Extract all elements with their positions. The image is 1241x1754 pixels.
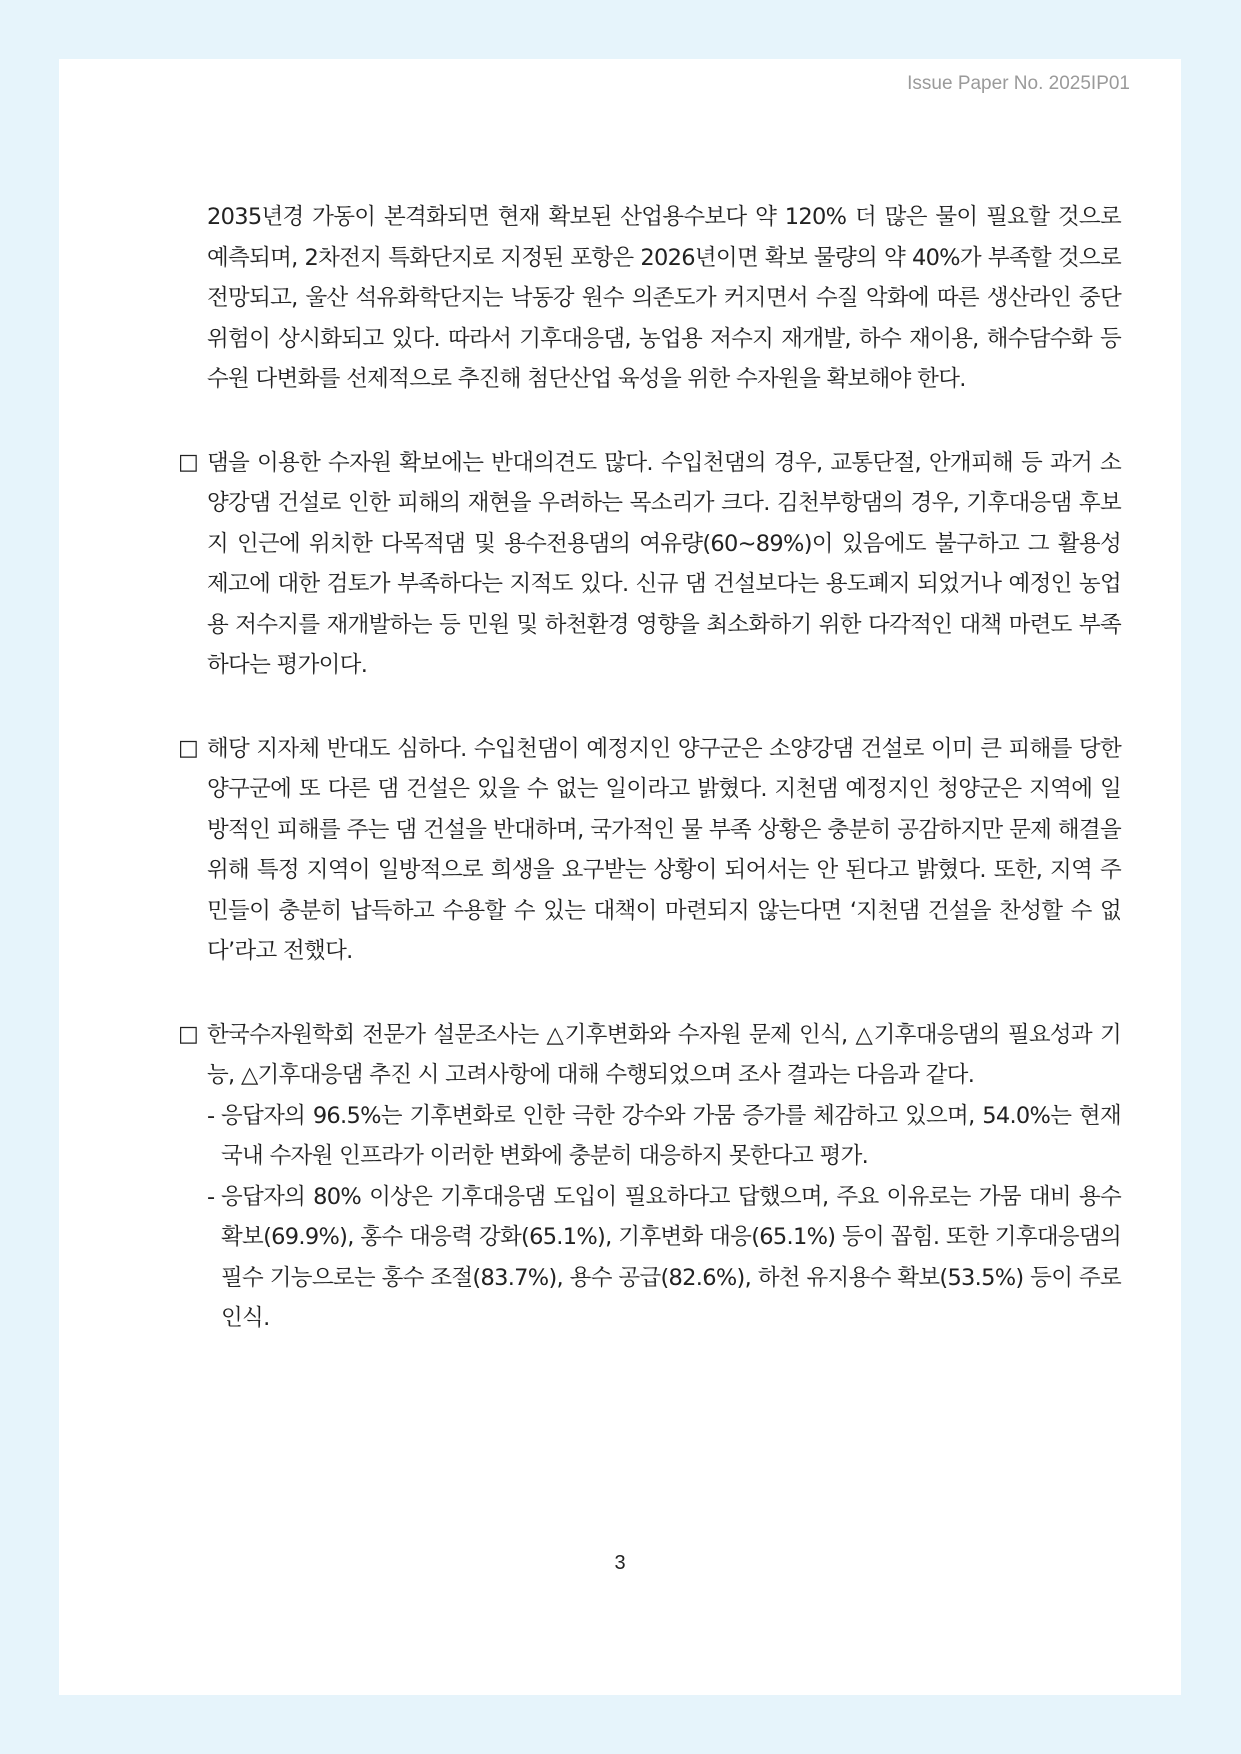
dash-marker: - [207,1102,215,1129]
dash-marker: - [207,1183,215,1210]
document-page [59,59,1181,1695]
survey-item-text: 응답자의 96.5%는 기후변화로 인한 극한 강수와 가뭄 증가를 체감하고 있으며, 54.0%는 현재 국내 수자원 인프라가 이러한 변화에 충분히 대응하지 못한다고 평가. [221,1102,1121,1169]
survey-paragraph: 한국수자원학회 전문가 설문조사는 △기후변화와 수자원 문제 인식, △기후대응댐의 필요성과 기능, △기후대응댐 추진 시 고려사항에 대해 수행되었으며 조사 결과는 다음과 같다. [207,1021,1121,1088]
page-number: 3 [614,1552,626,1574]
local-government-paragraph: 해당 지자체 반대도 심하다. 수입천댐이 예정지인 양구군은 소양강댐 건설로 이미 큰 피해를 당한 양구군에 또 다른 댐 건설은 있을 수 없는 일이라고 밝혔다. 지천댐 예정지인 청양군은 지역에 일방적인 피해를 주는 댐 건설을 반대하며, 국가적인 물 부족 상황은 충분히 공감하지만 문제 해결을 위해 특정 지역이 일방적으로 희생을 요구받는 상황이 되어서는 안 된다고 밝혔다. 또한, 지역 주민들이 충분히 납득하고 수용할 수 있는 대책이 마련되지 않는다면 ‘지천댐 건설을 찬성할 수 없다’라고 전했다. [207,735,1121,964]
bullet-survey [178,1015,1121,1339]
page-content [178,197,1121,1339]
opposition-paragraph: 댐을 이용한 수자원 확보에는 반대의견도 많다. 수입천댐의 경우, 교통단절, 안개피해 등 과거 소양강댐 건설로 인한 피해의 재현을 우려하는 목소리가 크다. 김천부항댐의 경우, 기후대응댐 후보지 인근에 위치한 다목적댐 및 용수전용댐의 여유량(60~89%)이 있음에도 불구하고 그 활용성 제고에 대한 검토가 부족하다는 지적도 있다. 신규 댐 건설보다는 용도폐지 되었거나 예정인 농업용 저수지를 재개발하는 등 민원 및 하천환경 영향을 최소화하기 위한 다각적인 대책 마련도 부족하다는 평가이다. [207,449,1121,678]
survey-item [207,1096,1121,1177]
survey-item [207,1177,1121,1339]
issue-paper-number: Issue Paper No. 2025IP01 [907,73,1130,94]
survey-item-text: 응답자의 80% 이상은 기후대응댐 도입이 필요하다고 답했으며, 주요 이유로는 가뭄 대비 용수 확보(69.9%), 홍수 대응력 강화(65.1%), 기후변화 대응(65.1%) 등이 꼽힘. 또한 기후대응댐의 필수 기능으로는 홍수 조절(83.7%), 용수 공급(82.6%), 하천 유지용수 확보(53.5%) 등이 주로 인식. [221,1183,1121,1331]
lead-paragraph: 2035년경 가동이 본격화되면 현재 확보된 산업용수보다 약 120% 더 많은 물이 필요할 것으로 예측되며, 2차전지 특화단지로 지정된 포항은 2026년이면 확보 물량의 약 40%가 부족할 것으로 전망되고, 울산 석유화학단지는 낙동강 원수 의존도가 커지면서 수질 악화에 따른 생산라인 중단 위험이 상시화되고 있다. 따라서 기후대응댐, 농업용 저수지 재개발, 하수 재이용, 해수담수화 등 수원 다변화를 선제적으로 추진해 첨단산업 육성을 위한 수자원을 확보해야 한다. [207,204,1121,392]
checkbox-bullet-icon: □ [178,735,199,761]
checkbox-bullet-icon: □ [178,449,199,475]
checkbox-bullet-icon: □ [178,1021,199,1047]
bullet-local-government [178,729,1121,972]
bullet-opposition [178,443,1121,686]
